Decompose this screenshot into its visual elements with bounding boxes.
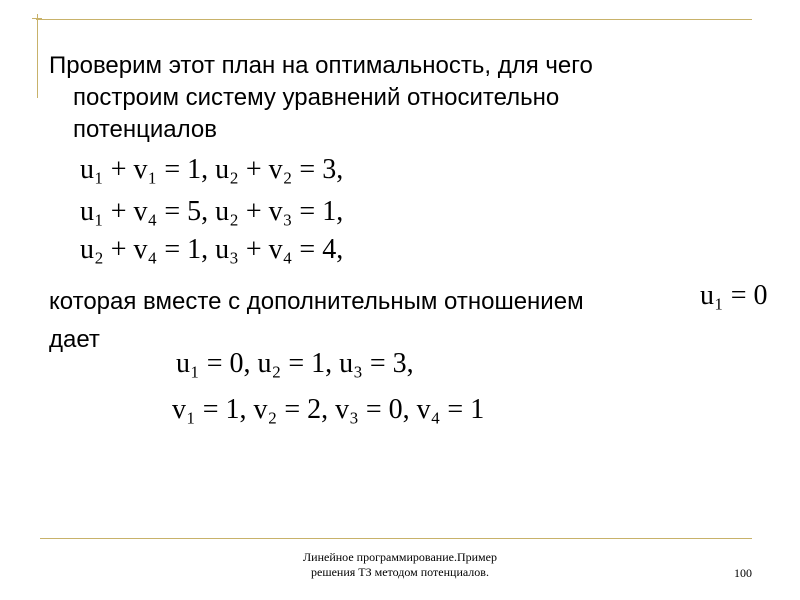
intro-line-1: Проверим этот план на оптимальность, для чего [49,52,593,79]
result-row-2-text: v₁ = 1, v₂ = 2, v₃ = 0, v₄ = 1 [172,394,485,425]
system-row-1 [80,156,343,184]
system-row-2-text: u₁ + v₄ = 5, u₂ + v₃ = 1, [80,196,344,227]
extra-relation [700,282,768,310]
together-text: которая вместе с дополнительным отношением [49,288,584,315]
intro-line-3: потенциалов [73,116,218,143]
result-row-1-text: u₁ = 0, u₂ = 1, u₃ = 3, [176,348,414,379]
footer-line-1: Линейное программирование.Пример [303,550,497,564]
system-row-3-text: u₂ + v₄ = 1, u₃ + v₄ = 4, [80,234,344,265]
extra-relation-text: u₁ = 0 [700,280,768,311]
system-row-1-text: u₁ + v₁ = 1, u₂ + v₂ = 3, [80,154,344,185]
page-number: 100 [734,566,752,580]
system-row-3 [80,236,343,264]
intro-line-2: построим систему уравнений относительно [73,84,560,111]
top-rule [36,19,752,20]
footer-line-2: решения ТЗ методом потенциалов. [311,565,489,579]
result-row-2 [172,396,484,424]
gives-text: дает [49,326,100,353]
left-vertical-rule [37,14,38,98]
footer-caption [260,550,540,580]
result-row-1 [176,350,414,378]
system-row-2 [80,198,343,226]
bottom-rule [40,538,752,539]
